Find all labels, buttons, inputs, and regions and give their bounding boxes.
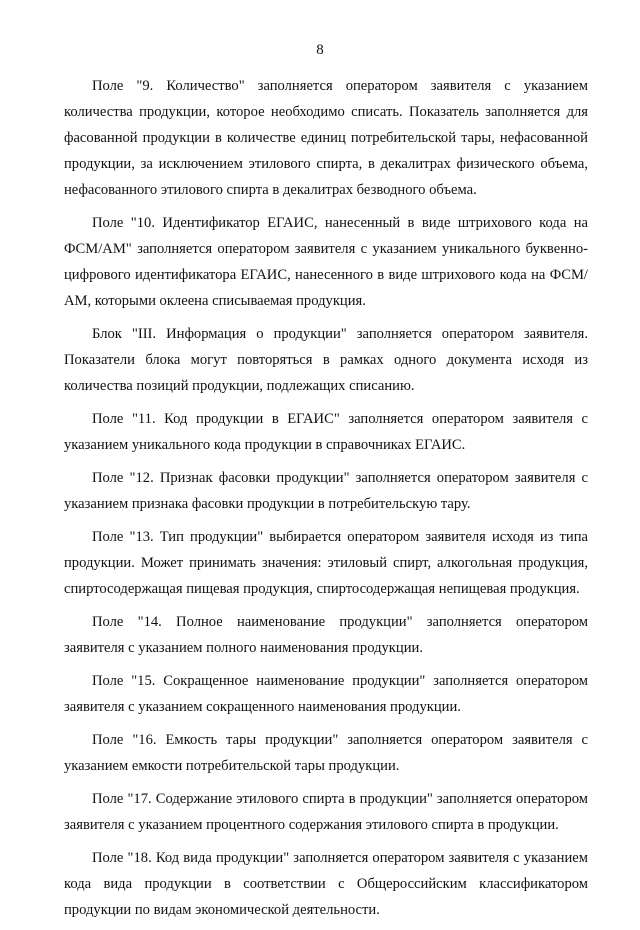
- paragraph-field-11-product-code: Поле "11. Код продукции в ЕГАИС" заполняется оператором заявителя с указанием уникального кода продукции в справочниках ЕГАИС.: [64, 411, 588, 453]
- paragraph-field-10-egais-identifier: Поле "10. Идентификатор ЕГАИС, нанесенный в виде штрихового кода на ФСМ/АМ" заполняется оператором заявителя с указанием уникального буквенно-цифрового идентификатора ЕГАИС, нанесенного в виде штрихового кода на ФСМ/АМ, которыми оклеена списываемая продукция.: [64, 215, 588, 309]
- paragraph-block-3-product-info: Блок "III. Информация о продукции" заполняется оператором заявителя. Показатели блока могут повторяться в рамках одного документа исходя из количества позиций продукции, подлежащих списанию.: [64, 326, 588, 394]
- page-number: 8: [316, 42, 324, 58]
- paragraph-field-14-full-name: Поле "14. Полное наименование продукции" заполняется оператором заявителя с указанием полного наименования продукции.: [64, 614, 588, 656]
- paragraph-field-9-quantity: Поле "9. Количество" заполняется оператором заявителя с указанием количества продукции, которое необходимо списать. Показатель заполняется для фасованной продукции в количестве единиц потребительской тары, нефасованной продукции, за исключением этилового спирта, в декалитрах физического объема, нефасованного этилового спирта в декалитрах безводного объема.: [64, 78, 588, 198]
- paragraph-field-17-alcohol-content: Поле "17. Содержание этилового спирта в продукции" заполняется оператором заявителя с указанием процентного содержания этилового спирта в продукции.: [64, 791, 588, 833]
- paragraph-field-18-product-kind-code: Поле "18. Код вида продукции" заполняется оператором заявителя с указанием кода вида продукции в соответствии с Общероссийским классификатором продукции по видам экономической деятельности.: [64, 850, 588, 918]
- document-body: [64, 73, 588, 930]
- paragraph-field-13-product-type: Поле "13. Тип продукции" выбирается оператором заявителя исходя из типа продукции. Может принимать значения: этиловый спирт, алкогольная продукция, спиртосодержащая пищевая продукция, спиртосодержащая непищевая продукция.: [64, 529, 588, 597]
- paragraph-field-15-short-name: Поле "15. Сокращенное наименование продукции" заполняется оператором заявителя с указанием сокращенного наименования продукции.: [64, 673, 588, 715]
- paragraph-field-12-packaging-flag: Поле "12. Признак фасовки продукции" заполняется оператором заявителя с указанием признака фасовки продукции в потребительскую тару.: [64, 470, 588, 512]
- paragraph-field-16-container-capacity: Поле "16. Емкость тары продукции" заполняется оператором заявителя с указанием емкости потребительской тары продукции.: [64, 732, 588, 774]
